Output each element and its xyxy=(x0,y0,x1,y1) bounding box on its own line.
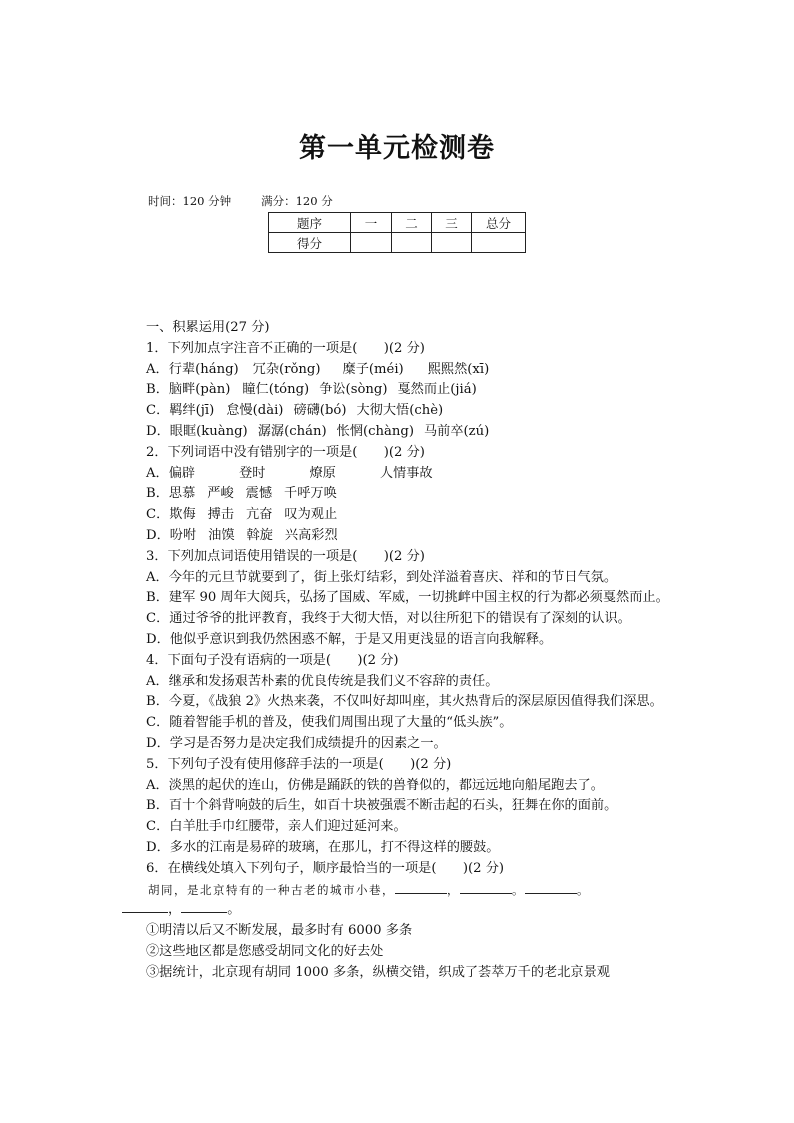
option-d: D．学习是否努力是决定我们成绩提升的因素之一。 xyxy=(146,735,447,751)
option-b xyxy=(122,380,674,401)
option-a: A．淡黑的起伏的连山，仿佛是踊跃的铁的兽脊似的，都远远地向船尾跑去了。 xyxy=(146,777,604,793)
option-item: A．偏辟 xyxy=(146,465,196,481)
option-c: C．随着智能手机的普及，使我们周围出现了大量的“低头族”。 xyxy=(146,715,513,731)
blank-line[interactable] xyxy=(525,881,577,894)
punctuation: ， xyxy=(447,882,460,897)
exam-meta xyxy=(148,193,333,209)
option-c xyxy=(122,505,674,526)
option-item: C．欺侮 xyxy=(146,507,196,523)
option-item: D．吩咐 xyxy=(146,527,197,543)
option-item: 千呼万唤 xyxy=(284,486,337,502)
option-a: A．继承和发扬艰苦朴素的优良传统是我们义不容辞的责任。 xyxy=(146,673,499,689)
option-item: 登时 xyxy=(239,465,266,481)
question-stem: 2．下列词语中没有错别字的一项是( )(2 分) xyxy=(146,444,425,460)
option-item: 叹为观止 xyxy=(284,507,338,523)
blank-line[interactable] xyxy=(395,881,447,894)
sentence-option: ①明清以后又不断发展，最多时有 6000 多条 xyxy=(146,923,413,939)
blank-line[interactable] xyxy=(460,881,512,894)
question-stem: 1．下列加点字注音不正确的一项是( )(2 分) xyxy=(146,340,425,356)
page-title: 第一单元检测卷 xyxy=(299,133,495,164)
question-stem: 4．下面句子没有语病的一项是( )(2 分) xyxy=(146,652,399,668)
option-d: D．多水的江南是易碎的玻璃，在那儿，打不得这样的腰鼓。 xyxy=(146,839,500,855)
score-header: 三 xyxy=(432,213,472,233)
fill-in-passage xyxy=(122,880,674,901)
punctuation: 。 xyxy=(512,882,525,897)
option-a xyxy=(122,464,674,485)
option-item: 戛然而止(jiá) xyxy=(397,382,477,398)
option-d: D．他似乎意识到我仍然困惑不解，于是又用更浅显的语言向我解释。 xyxy=(146,631,553,647)
option-item: C．羁绊(jī) xyxy=(146,403,215,419)
option-item: 兴高彩烈 xyxy=(284,527,338,543)
score-cell[interactable] xyxy=(472,233,526,253)
question-stem: 5．下列句子没有使用修辞手法的一项是( )(2 分) xyxy=(146,756,452,772)
option-a: A．今年的元旦节就要到了，街上张灯结彩，到处洋溢着喜庆、祥和的节日气氛。 xyxy=(146,569,618,585)
option-item: 燎原 xyxy=(309,465,336,481)
blank-line[interactable] xyxy=(181,900,227,913)
score-header: 题序 xyxy=(269,213,351,233)
option-item: D．眼眶(kuàng) xyxy=(146,423,248,439)
full-score: 满分：120 分 xyxy=(261,194,333,208)
question-stem: 6．在横线处填入下列句子，顺序最恰当的一项是( )(2 分) xyxy=(146,860,505,876)
sentence-option: ③据统计，北京现有胡同 1000 多条，纵横交错，织成了荟萃万千的老北京景观 xyxy=(146,964,610,980)
option-b: B．百十个斜背响鼓的后生，如百十块被强震不断击起的石头，狂舞在你的面前。 xyxy=(146,798,618,814)
option-b: B．建军 90 周年大阅兵，弘扬了国威、军威，一切挑衅中国主权的行为都必须戛然而止。 xyxy=(146,590,669,606)
score-table xyxy=(268,212,526,253)
punctuation: ， xyxy=(168,902,182,918)
option-item: 潺潺(chán) xyxy=(257,423,327,439)
option-item: 磅礴(bó) xyxy=(293,403,347,419)
option-item: 震憾 xyxy=(245,486,273,502)
option-item: A．行辈(háng) xyxy=(146,361,239,377)
punctuation: 。 xyxy=(577,882,590,897)
option-item: 冗杂(rǒng) xyxy=(252,361,321,377)
option-item: 熙熙然(xī) xyxy=(427,361,490,377)
question-stem: 3．下列加点词语使用错误的一项是( )(2 分) xyxy=(146,548,425,564)
option-item: 糜子(méi) xyxy=(342,361,404,377)
blank-line[interactable] xyxy=(122,900,168,913)
option-item: 瞳仁(tóng) xyxy=(242,382,310,398)
option-item: 大彻大悟(chè) xyxy=(356,403,444,419)
option-item: 怅惘(chàng) xyxy=(336,423,414,439)
score-header: 二 xyxy=(392,213,432,233)
option-item: 严峻 xyxy=(207,486,234,502)
option-d xyxy=(122,526,674,547)
option-a xyxy=(122,360,674,381)
option-item: 马前卒(zú) xyxy=(423,423,490,439)
option-c: C．白羊肚手巾红腰带，亲人们迎过延河来。 xyxy=(146,819,407,835)
section-heading: 一、积累运用(27 分) xyxy=(146,320,270,335)
option-item: 争讼(sòng) xyxy=(319,382,388,398)
sentence-option: ②这些地区都是您感受胡同文化的好去处 xyxy=(146,943,384,959)
option-item: 亢奋 xyxy=(246,507,273,523)
option-item: 怠慢(dài) xyxy=(226,403,284,419)
option-c xyxy=(122,401,674,422)
option-item: 搏击 xyxy=(207,507,235,523)
option-d xyxy=(122,422,674,443)
option-item: 油馍 xyxy=(208,527,235,543)
time-limit: 时间：120 分钟 xyxy=(148,194,232,208)
score-cell[interactable] xyxy=(392,233,432,253)
option-b: B．今夏，《战狼 2》火热来袭，不仅叫好却叫座，其火热背后的深层原因值得我们深思。 xyxy=(146,694,663,710)
score-cell[interactable] xyxy=(351,233,392,253)
option-c: C．通过爷爷的批评教育，我终于大彻大悟，对以往所犯下的错误有了深刻的认识。 xyxy=(146,611,631,627)
option-item: 人情事故 xyxy=(379,465,433,481)
option-item: 斡旋 xyxy=(246,527,273,543)
option-b xyxy=(122,484,674,505)
score-header: 总分 xyxy=(472,213,526,233)
punctuation: 。 xyxy=(227,902,241,918)
fill-in-passage-cont xyxy=(122,900,674,921)
passage-text: 胡同，是北京特有的一种古老的城市小巷， xyxy=(148,882,395,897)
score-header: 一 xyxy=(351,213,392,233)
option-item: B．思慕 xyxy=(146,486,196,502)
score-row-label: 得分 xyxy=(269,233,351,253)
score-cell[interactable] xyxy=(432,233,472,253)
question-body xyxy=(122,318,674,984)
option-item: B．脑畔(pàn) xyxy=(146,382,231,398)
